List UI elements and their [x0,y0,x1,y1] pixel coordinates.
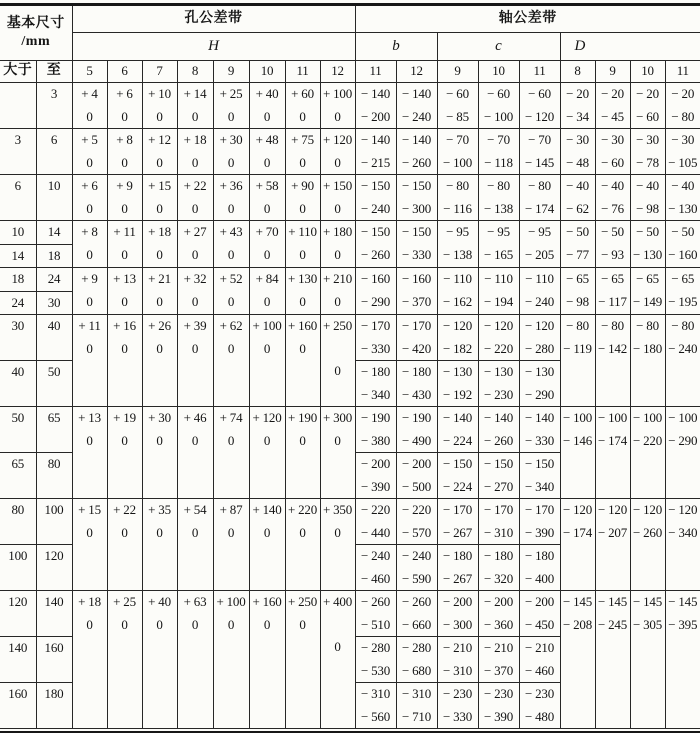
tolerance-value-cell: + 8 0 [107,129,142,175]
tolerance-value-cell: − 130 − 192 [437,361,478,407]
tolerance-value-cell: + 19 0 [107,407,142,499]
tolerance-value-cell: − 280 − 680 [396,637,437,683]
tolerance-value-cell: + 100 0 [249,315,285,407]
tolerance-value-cell: − 100 − 146 [560,407,595,499]
grade-letter-b: b [355,33,437,61]
tolerance-value-cell: + 39 0 [177,315,213,407]
tolerance-value-cell: − 20 − 45 [595,83,630,129]
size-band-row [0,221,700,245]
size-upto: 40 [36,315,72,361]
size-upto: 10 [36,175,72,221]
tolerance-value-cell: − 140 − 330 [519,407,560,453]
tolerance-value-cell: − 30 − 60 [595,129,630,175]
tolerance-value-cell: + 84 0 [249,268,285,315]
tolerance-value-cell: + 4 0 [72,83,107,129]
tolerance-value-cell: + 74 0 [213,407,249,499]
tolerance-value-cell: + 100 0 [320,83,355,129]
header-row [0,33,700,61]
tolerance-value-cell: − 200 − 450 [519,591,560,637]
tolerance-value-cell: − 20 − 80 [665,83,700,129]
tolerance-value-cell: + 9 0 [72,268,107,315]
size-band-row [0,407,700,453]
tolerance-value-cell: − 120 − 182 [437,315,478,361]
tolerance-value-cell: − 260 − 510 [355,591,396,637]
tolerance-value-cell: + 18 0 [142,221,177,268]
tolerance-value-cell: − 70 − 145 [519,129,560,175]
upto-header: 至 [36,61,72,83]
tolerance-value-cell: + 21 0 [142,268,177,315]
tolerance-value-cell: − 150 − 330 [396,221,437,268]
tolerance-value-cell: − 50 − 93 [595,221,630,268]
size-upto: 18 [36,244,72,268]
size-upto: 140 [36,591,72,637]
size-over: 24 [0,291,36,315]
tolerance-value-cell: − 200 − 500 [396,453,437,499]
tolerance-value-cell: − 20 − 34 [560,83,595,129]
size-upto: 24 [36,268,72,292]
tolerance-value-cell: + 40 0 [249,83,285,129]
tolerance-value-cell: − 210 − 460 [519,637,560,683]
tolerance-value-cell: + 130 0 [285,268,320,315]
basic-size-header: 基本尺寸 /mm [0,5,72,61]
tolerance-value-cell: − 65 − 98 [560,268,595,315]
size-over: 140 [0,637,36,683]
tolerance-value-cell: + 11 0 [107,221,142,268]
tolerance-value-cell: + 30 0 [142,407,177,499]
tolerance-value-cell: − 70 − 100 [437,129,478,175]
size-over: 18 [0,268,36,292]
size-over: 3 [0,129,36,175]
tolerance-value-cell: − 60 − 85 [437,83,478,129]
size-over: 6 [0,175,36,221]
table-body [0,83,700,729]
tolerance-value-cell: − 260 − 660 [396,591,437,637]
tolerance-value-cell: − 160 − 290 [355,268,396,315]
tolerance-value-cell: − 180 − 430 [396,361,437,407]
tolerance-value-cell: + 13 0 [72,407,107,499]
tolerance-value-cell: − 230 − 330 [437,683,478,729]
tolerance-value-cell: + 180 0 [320,221,355,268]
grade-letter-D: D [560,33,700,61]
tolerance-value-cell: + 140 0 [249,499,285,591]
size-band-row [0,175,700,221]
size-band-row [0,499,700,545]
size-over: 30 [0,315,36,361]
header-row [0,61,700,83]
tolerance-value-cell: + 43 0 [213,221,249,268]
tolerance-value-cell: + 52 0 [213,268,249,315]
tolerance-value-cell: − 40 − 130 [665,175,700,221]
tolerance-value-cell: + 87 0 [213,499,249,591]
tolerance-value-cell: + 25 0 [213,83,249,129]
grade-c11: 11 [519,61,560,83]
tolerance-value-cell: − 40 − 98 [630,175,665,221]
tolerance-value-cell: − 40 − 76 [595,175,630,221]
grade-D8: 8 [560,61,595,83]
tolerance-value-cell: − 80 − 180 [630,315,665,407]
tolerance-value-cell: − 80 − 142 [595,315,630,407]
tolerance-value-cell: + 15 0 [72,499,107,591]
tolerance-value-cell: + 160 0 [285,315,320,407]
size-over: 10 [0,221,36,245]
header-row [0,5,700,33]
tolerance-value-cell: − 200 − 300 [437,591,478,637]
tolerance-value-cell: + 58 0 [249,175,285,221]
tolerance-value-cell: − 95 − 138 [437,221,478,268]
tolerance-value-cell: + 18 0 [177,129,213,175]
tolerance-value-cell: − 230 − 480 [519,683,560,729]
size-over: 65 [0,453,36,499]
tolerance-value-cell: − 180 − 340 [355,361,396,407]
tolerance-value-cell: − 170 − 330 [355,315,396,361]
tolerance-value-cell: + 25 0 [107,591,142,729]
size-upto: 50 [36,361,72,407]
tolerance-value-cell: + 220 0 [285,499,320,591]
tolerance-value-cell: − 20 − 60 [630,83,665,129]
tolerance-value-cell: − 65 − 195 [665,268,700,315]
size-upto: 80 [36,453,72,499]
tolerance-value-cell: + 27 0 [177,221,213,268]
tolerance-value-cell: − 150 − 270 [478,453,519,499]
size-upto: 6 [36,129,72,175]
tolerance-value-cell: − 110 − 194 [478,268,519,315]
size-upto: 3 [36,83,72,129]
tolerance-value-cell: + 6 0 [72,175,107,221]
grade-letter-H: H [72,33,355,61]
tolerance-value-cell: + 48 0 [249,129,285,175]
tolerance-value-cell: − 220 − 440 [355,499,396,545]
size-over: 120 [0,591,36,637]
tolerance-value-cell: + 22 0 [107,499,142,591]
size-band-row [0,83,700,129]
tolerance-value-cell: + 18 0 [72,591,107,729]
tolerance-value-cell: − 240 − 460 [355,545,396,591]
size-upto: 160 [36,637,72,683]
tolerance-value-cell: − 120 − 340 [665,499,700,591]
tolerance-value-cell: + 250 0 [285,591,320,729]
tolerance-value-cell: − 40 − 62 [560,175,595,221]
tolerance-value-cell: − 80 − 174 [519,175,560,221]
size-band-row [0,129,700,175]
size-over: 160 [0,683,36,729]
tolerance-value-cell: − 160 − 370 [396,268,437,315]
tolerance-value-cell: + 60 0 [285,83,320,129]
tolerance-value-cell: − 140 − 224 [437,407,478,453]
tolerance-value-cell: + 10 0 [142,83,177,129]
tolerance-value-cell: + 5 0 [72,129,107,175]
tolerance-value-cell: − 30 − 48 [560,129,595,175]
tolerance-value-cell: + 11 0 [72,315,107,407]
tolerance-value-cell: + 63 0 [177,591,213,729]
tolerance-value-cell: − 130 − 230 [478,361,519,407]
tolerance-value-cell: − 50 − 77 [560,221,595,268]
tolerance-value-cell: − 80 − 116 [437,175,478,221]
tolerance-value-cell: − 140 − 215 [355,129,396,175]
tolerance-value-cell: + 210 0 [320,268,355,315]
tolerance-value-cell: − 150 − 240 [355,175,396,221]
tolerance-value-cell: + 62 0 [213,315,249,407]
grade-D10: 10 [630,61,665,83]
tolerance-value-cell: − 30 − 105 [665,129,700,175]
tolerance-value-cell: − 170 − 390 [519,499,560,545]
tolerance-value-cell: + 160 0 [249,591,285,729]
tolerance-value-cell: − 110 − 240 [519,268,560,315]
tolerance-value-cell: − 280 − 530 [355,637,396,683]
size-upto: 180 [36,683,72,729]
size-band-row [0,591,700,637]
grade-H8: 8 [177,61,213,83]
tolerance-value-cell: − 95 − 165 [478,221,519,268]
tolerance-value-cell: − 210 − 310 [437,637,478,683]
grade-D11: 11 [665,61,700,83]
tolerance-value-cell: − 80 − 119 [560,315,595,407]
tolerance-value-cell: − 145 − 245 [595,591,630,729]
tolerance-value-cell: + 250 0 [320,315,355,407]
table-header [0,5,700,83]
tolerance-value-cell: + 190 0 [285,407,320,499]
size-band-row [0,268,700,292]
tolerance-value-cell: − 145 − 395 [665,591,700,729]
size-over: 100 [0,545,36,591]
size-band-row [0,315,700,361]
tolerance-value-cell: − 170 − 420 [396,315,437,361]
tolerance-value-cell: − 50 − 160 [665,221,700,268]
tolerance-value-cell: − 150 − 260 [355,221,396,268]
tolerance-value-cell: − 180 − 267 [437,545,478,591]
tolerance-value-cell: − 170 − 267 [437,499,478,545]
tolerance-value-cell: + 400 0 [320,591,355,729]
tolerance-value-cell: − 120 − 220 [478,315,519,361]
size-upto: 30 [36,291,72,315]
tolerance-value-cell: − 200 − 360 [478,591,519,637]
tolerance-value-cell: − 140 − 200 [355,83,396,129]
tolerance-value-cell: − 310 − 710 [396,683,437,729]
tolerance-value-cell: + 35 0 [142,499,177,591]
tolerance-value-cell: − 145 − 208 [560,591,595,729]
tolerance-value-cell: − 120 − 207 [595,499,630,591]
tolerance-value-cell: + 300 0 [320,407,355,499]
tolerance-value-cell: − 230 − 390 [478,683,519,729]
tolerance-value-cell: − 110 − 162 [437,268,478,315]
grade-H5: 5 [72,61,107,83]
tolerance-value-cell: − 150 − 224 [437,453,478,499]
tolerance-value-cell: − 100 − 174 [595,407,630,499]
grade-c10: 10 [478,61,519,83]
tolerance-value-cell: − 190 − 380 [355,407,396,453]
tolerance-value-cell: + 16 0 [107,315,142,407]
size-over: 80 [0,499,36,545]
grade-H11: 11 [285,61,320,83]
grade-b11: 11 [355,61,396,83]
tolerance-value-cell: − 170 − 310 [478,499,519,545]
grade-H6: 6 [107,61,142,83]
tolerance-value-cell: + 150 0 [320,175,355,221]
tolerance-value-cell: + 15 0 [142,175,177,221]
tolerance-value-cell: − 150 − 340 [519,453,560,499]
tolerance-value-cell: + 14 0 [177,83,213,129]
tolerance-value-cell: + 120 0 [249,407,285,499]
tolerance-value-cell: − 30 − 78 [630,129,665,175]
tolerance-value-cell: + 22 0 [177,175,213,221]
tolerance-value-cell: + 70 0 [249,221,285,268]
tolerance-value-cell: − 65 − 149 [630,268,665,315]
grade-H10: 10 [249,61,285,83]
grade-letter-c: c [437,33,560,61]
tolerance-value-cell: − 80 − 138 [478,175,519,221]
tolerance-value-cell: − 80 − 240 [665,315,700,407]
tolerance-value-cell: + 8 0 [72,221,107,268]
size-upto: 14 [36,221,72,245]
size-upto: 120 [36,545,72,591]
tolerance-value-cell: − 95 − 205 [519,221,560,268]
grade-H12: 12 [320,61,355,83]
tolerance-value-cell: − 70 − 118 [478,129,519,175]
tolerance-value-cell: + 350 0 [320,499,355,591]
tolerance-value-cell: − 120 − 260 [630,499,665,591]
tolerance-value-cell: + 12 0 [142,129,177,175]
over-header: 大于 [0,61,36,83]
tolerance-value-cell: − 240 − 590 [396,545,437,591]
shaft-tolerance-zone-header: 轴公差带 [355,5,700,33]
tolerance-value-cell: − 140 − 240 [396,83,437,129]
tolerance-value-cell: − 65 − 117 [595,268,630,315]
tolerance-value-cell: − 120 − 174 [560,499,595,591]
tolerance-value-cell: − 140 − 260 [396,129,437,175]
tolerance-value-cell: + 32 0 [177,268,213,315]
grade-D9: 9 [595,61,630,83]
size-over: 14 [0,244,36,268]
tolerance-value-cell: − 140 − 260 [478,407,519,453]
tolerance-value-cell: − 190 − 490 [396,407,437,453]
tolerance-table [0,3,700,729]
hole-tolerance-zone-header: 孔公差带 [72,5,355,33]
tolerance-value-cell: + 13 0 [107,268,142,315]
size-over: 50 [0,407,36,453]
tolerance-value-cell: − 100 − 220 [630,407,665,499]
tolerance-value-cell: + 46 0 [177,407,213,499]
tolerance-value-cell: + 90 0 [285,175,320,221]
tolerance-value-cell: − 50 − 130 [630,221,665,268]
grade-H9: 9 [213,61,249,83]
grade-b12: 12 [396,61,437,83]
tolerance-value-cell: + 6 0 [107,83,142,129]
grade-H7: 7 [142,61,177,83]
tolerance-value-cell: + 9 0 [107,175,142,221]
tolerance-value-cell: − 310 − 560 [355,683,396,729]
size-over [0,83,36,129]
tolerance-value-cell: − 180 − 320 [478,545,519,591]
tolerance-value-cell: − 60 − 120 [519,83,560,129]
tolerance-value-cell: − 210 − 370 [478,637,519,683]
tolerance-value-cell: + 120 0 [320,129,355,175]
tolerance-value-cell: − 220 − 570 [396,499,437,545]
grade-c9: 9 [437,61,478,83]
tolerance-value-cell: + 30 0 [213,129,249,175]
tolerance-value-cell: − 150 − 300 [396,175,437,221]
tolerance-value-cell: + 54 0 [177,499,213,591]
tolerance-value-cell: + 75 0 [285,129,320,175]
tolerance-value-cell: + 110 0 [285,221,320,268]
tolerance-value-cell: − 120 − 280 [519,315,560,361]
tolerance-value-cell: − 130 − 290 [519,361,560,407]
tolerance-value-cell: + 40 0 [142,591,177,729]
size-over: 40 [0,361,36,407]
tolerance-value-cell: − 100 − 290 [665,407,700,499]
tolerance-value-cell: − 200 − 390 [355,453,396,499]
tolerance-value-cell: − 145 − 305 [630,591,665,729]
tolerance-value-cell: − 180 − 400 [519,545,560,591]
size-upto: 100 [36,499,72,545]
tolerance-value-cell: + 36 0 [213,175,249,221]
tolerance-value-cell: + 100 0 [213,591,249,729]
tolerance-value-cell: + 26 0 [142,315,177,407]
tolerance-value-cell: − 60 − 100 [478,83,519,129]
size-upto: 65 [36,407,72,453]
